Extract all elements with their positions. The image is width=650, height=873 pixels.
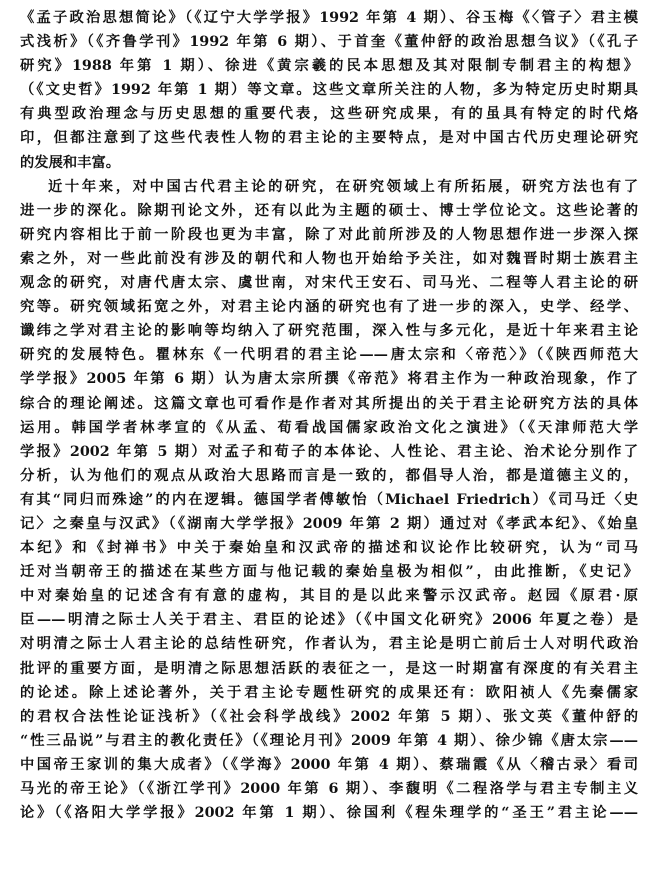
text-line: 研究内容相比于前一阶段也更为丰富，除了对此前所涉及的人物思想作进一步深入探 — [20, 226, 638, 243]
text-line: 论》（《洛阳大学学报》2002 年第 1 期）、徐国利《程朱理学的“圣王”君主论—— — [20, 805, 638, 822]
text-line: 进一步的深化。除期刊论文外，还有以此为主题的硕士、博士学位论文。这些论著的 — [20, 202, 638, 219]
text-line: 有其“同归而殊途”的内在逻辑。德国学者傅敏怡（Michael Friedrich）《司马迁〈史 — [20, 491, 638, 508]
text-line: 中对秦始皇的记述含有有意的虚构，其目的是以此来警示汉武帝。赵园《原君·原 — [20, 588, 638, 605]
paragraph-2 — [20, 175, 638, 826]
text-line: 观念的研究，对唐代唐太宗、虞世南，对宋代王安石、司马光、二程等人君主论的研 — [20, 275, 638, 292]
text-line: 印，但都注意到了这些代表性人物的君主论的主要特点，是对中国古代历史理论研究 — [20, 130, 638, 147]
text-line: 究等。研究领域拓宽之外，对君主论内涵的研究也有了进一步的深入，史学、经学、 — [20, 299, 638, 316]
text-line: 有典型政治理念与历史思想的重要代表，这些研究成果，有的虽具有特定的时代烙 — [20, 106, 638, 123]
text-line: 《孟子政治思想简论》（《辽宁大学学报》1992 年第 4 期）、谷玉梅《〈管子〉君主模 — [20, 10, 638, 26]
text-line: 研究》1988 年第 1 期）、徐进《黄宗羲的民本思想及其对限制专制君主的构想》 — [20, 58, 638, 75]
text-line: 运用。韩国学者林孝宣的《从孟、荀看战国儒家政治文化之演进》（《天津师范大学 — [20, 419, 638, 436]
text-line: 对明清之际士人君主论的总结性研究，作者认为，君主论是明亡前后士人对明代政治 — [20, 636, 638, 653]
text-line: 迁对当朝帝王的描述在某些方面与他记载的秦始皇极为相似”，由此推断，《史记》 — [20, 564, 638, 581]
text-line: 本纪》和《封禅书》中关于秦始皇和汉武帝的描述和议论作比较研究，认为“司马 — [20, 540, 638, 557]
paragraph-1 — [20, 6, 638, 175]
text-line: 的君权合法性论证浅析》（《社会科学战线》2002 年第 5 期）、张文英《董仲舒的 — [20, 708, 638, 725]
text-line: 记〉之秦皇与汉武》（《湖南大学学报》2009 年第 2 期）通过对《孝武本纪》、《始皇 — [20, 515, 638, 532]
text-line: 的发展和丰富。 — [20, 154, 121, 171]
text-line: （《文史哲》1992 年第 1 期）等文章。这些文章所关注的人物，多为特定历史时期具 — [20, 82, 638, 99]
text-line: 谶纬之学对君主论的影响等均纳入了研究范围，深入性与多元化，是近十年来君主论 — [20, 323, 638, 340]
text-line: 综合的理论阐述。这篇文章也可看作是作者对其所提出的关于君主论研究方法的具体 — [20, 395, 638, 412]
text-line: 索之外，对一些此前没有涉及的朝代和人物也开始给予关注，如对魏晋时期士族君主 — [20, 250, 638, 267]
text-line: 臣——明清之际士人关于君主、君臣的论述》（《中国文化研究》2006 年夏之卷）是 — [20, 612, 638, 629]
text-line: 式浅析》（《齐鲁学刊》1992 年第 6 期）、于首奎《董仲舒的政治思想刍议》（《孔子 — [20, 34, 638, 51]
text-line: 学报》2002 年第 5 期）对孟子和荀子的本体论、人性论、君主论、治术论分别作了 — [20, 443, 638, 460]
text-line: 分析，认为他们的观点从政治大思路而言是一致的，都倡导人治，都是道德主义的， — [20, 467, 638, 484]
text-line: 批评的重要方面，是明清之际思想活跃的表征之一，是这一时期富有深度的有关君主 — [20, 660, 638, 677]
text-line: 研究的发展特色。瞿林东《一代明君的君主论——唐太宗和〈帝范〉》（《陕西师范大 — [20, 347, 638, 364]
text-line: “性三品说”与君主的教化责任》（《理论月刊》2009 年第 4 期）、徐少锦《唐太宗—— — [20, 732, 638, 749]
text-line: 的论述。除上述论著外，关于君主论专题性研究的成果还有：欧阳祯人《先秦儒家 — [20, 684, 638, 701]
text-line: 近十年来，对中国古代君主论的研究，在研究领域上有所拓展，研究方法也有了 — [48, 178, 638, 195]
text-line: 中国帝王家训的集大成者》（《学海》2000 年第 4 期）、蔡瑞霞《从〈稽古录〉看司 — [20, 756, 638, 773]
text-line: 学学报》2005 年第 6 期）认为唐太宗所撰《帝范》将君主作为一种政治现象，作了 — [20, 371, 638, 388]
text-line: 马光的帝王论》（《浙江学刊》2000 年第 6 期）、李馥明《二程洛学与君主专制主义 — [20, 781, 638, 797]
